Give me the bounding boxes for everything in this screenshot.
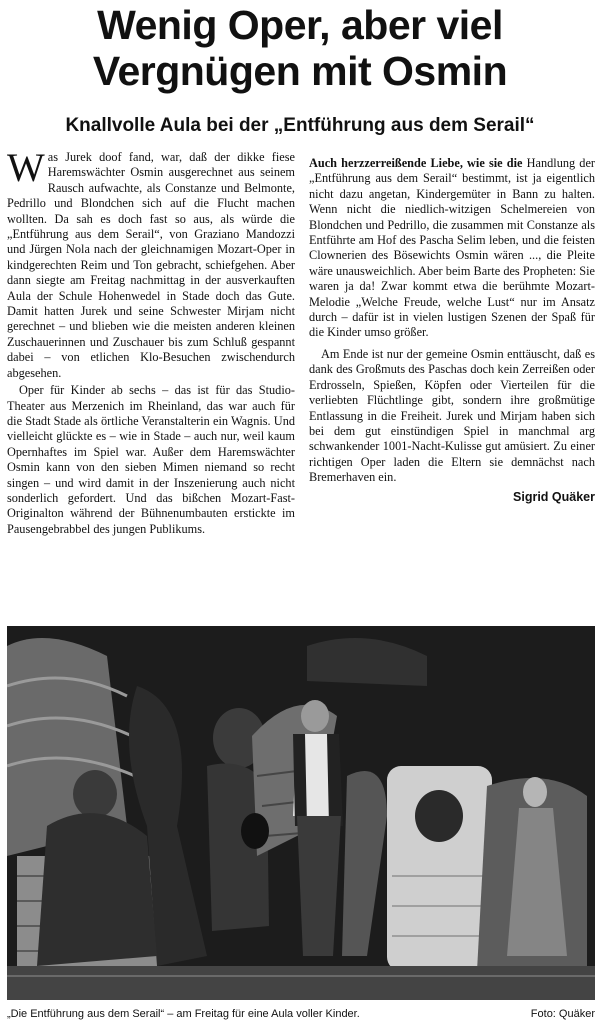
byline: Sigrid Quäker — [513, 489, 595, 504]
paragraph-3-text: Handlung der „Entführung aus dem Serail“ bestimmt, ist ja eigentlich nicht dazu angetan, Kindergemüter in Bann zu halten. Wenn nicht die niedlich-witzigen Schelmereien von Blondchen und Pedrillo, die zusammen mit Constanze als Entführte am Hof des Pascha Selim leben, und die feisten Clownerien des Bösewichts Osmin wären ..., die Pleite wäre unausweichlich. Aber beim Barte des Propheten: Sie waren ja da! Zwar kommt etwa die berühmte Mozart-Melodie „Welche Freude, welche Lust“ nur im Ansatz durch – dafür ist in vielen lustigen Szenen der Spaß für die Kinder umso größer. — [309, 156, 595, 340]
headline: Wenig Oper, aber viel Vergnügen mit Osmin — [92, 2, 508, 94]
photo-credit: Foto: Quäker — [530, 1008, 595, 1020]
stage-photo-illustration — [7, 626, 595, 1000]
stage-photo — [7, 626, 595, 1000]
paragraph-3-lead: Auch herzzerreißende Liebe, wie sie die — [309, 156, 523, 170]
paragraph-2: Oper für Kinder ab sechs – das ist für das Studio-Theater aus Merzenich im Rheinland, das war auch für die Stadt Stade als örtliche Veranstalterin ein Wagnis. Und vielleicht glückte es – wie in Stade – auch nur, weil kaum Opernhaftes im Spiel war. Außer dem Haremswächter Osmin kann von den sieben Mimen niemand so recht singen – und wird damit in der Inszenierung auch nicht sonderlich gefordert. Und das bißchen Mozart-Fast-Originalton während der Bühnenumbauten erstickte im Pausengebrabbel des jungen Publikums. — [7, 383, 295, 536]
photo-caption: „Die Entführung aus dem Serail“ – am Freitag für eine Aula voller Kinder. — [7, 1008, 360, 1020]
article-column-left — [7, 145, 295, 539]
paragraph-1 — [7, 145, 295, 381]
drop-cap: W — [7, 145, 45, 190]
paragraph-3 — [309, 156, 595, 341]
paragraph-1-text: as Jurek doof fand, war, daß der dikke fiese Haremswächter Osmin ausgerechnet aus seinem Rausch aufwachte, als Constanze und Belmonte, Pedrillo und Blondchen sich auf die Flucht machen wollten. Da sah es doch fast so aus, als würde die „Entführung aus dem Serail“, von Graziano Mandozzi und Jürgen Nola nach der gleichnamigen Mozart-Oper in kindgerechten Reim und Ton gebracht, schiefgehen. Aber dann siegte am Freitag nachmittag in der ausverkauften Aula der Schule Hohenwedel in Stade doch das Gute. Damit hatten Jurek und seine Schwester Mirjam nicht gerechnet – und blieben wie die meisten anderen kleinen Zuschauerinnen und Zuschauer bis zum Schluß gespannt dabei – von etlichen Klo-Besuchen zwischendurch abgesehen. — [7, 150, 295, 380]
article-column-right — [309, 150, 595, 505]
paragraph-4: Am Ende ist nur der gemeine Osmin enttäuscht, daß es dank des Großmuts des Paschas doch kein Zerreißen oder Erdrosseln, Spießen, Köpfen oder Vierteilen für die verliebten Flüchtlinge gibt, sondern ihre großmütige Entlassung in die Freiheit. Jurek und Mirjam haben sich bei dem gut einstündigen Spiel in manchmal arg schwankender 1001-Nacht-Kulisse gut amüsiert. Zu einer richtigen Oper laden die Eltern sie demnächst nach Bremerhaven ein. — [309, 346, 595, 485]
subheadline: Knallvolle Aula bei der „Entführung aus dem Serail“ — [65, 115, 535, 136]
